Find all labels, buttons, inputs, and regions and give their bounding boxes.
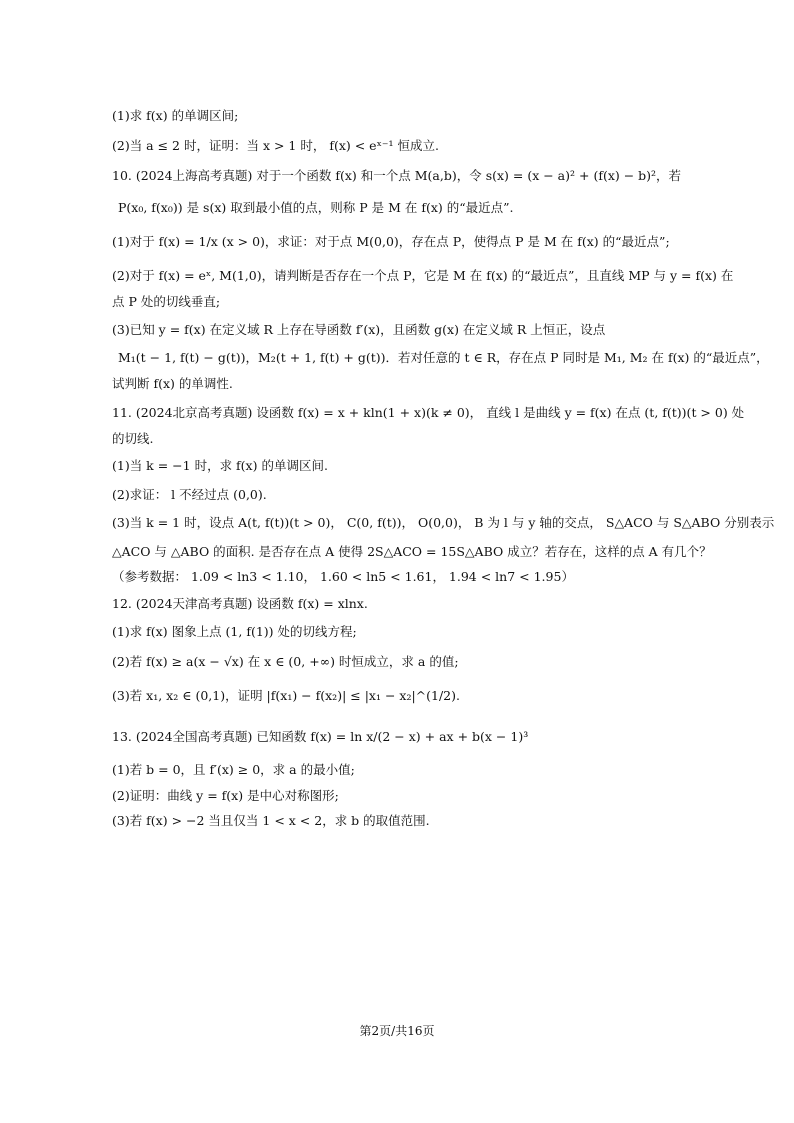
page-number-footer: 第2页/共16页 bbox=[359, 1024, 435, 1038]
text-line: (1)若 b = 0，且 f′(x) ≥ 0，求 a 的最小值; bbox=[112, 762, 355, 777]
question-12-header: 12. (2024天津高考真题) 设函数 f(x) = xlnx. bbox=[112, 596, 368, 611]
text-line: (1)求 f(x) 图象上点 (1, f(1)) 处的切线方程; bbox=[112, 624, 357, 639]
text-line: P(x₀, f(x₀)) 是 s(x) 取到最小值的点，则称 P 是 M 在 f(x) 的“最近点”. bbox=[118, 200, 514, 215]
text-line: 点 P 处的切线垂直; bbox=[112, 294, 221, 309]
text-line: (3)当 k = 1 时，设点 A(t, f(t))(t > 0)， C(0, f(t))， O(0,0)， B 为 l 与 y 轴的交点， S△ACO 与 S△ABO 分别表示 bbox=[112, 515, 775, 530]
text-line: (1)当 k = −1 时，求 f(x) 的单调区间. bbox=[112, 458, 328, 473]
text-line: 的切线. bbox=[112, 431, 154, 446]
question-10-header: 10. (2024上海高考真题) 对于一个函数 f(x) 和一个点 M(a,b)，令 s(x) = (x − a)² + (f(x) − b)²，若 bbox=[112, 168, 682, 183]
question-13-header: 13. (2024全国高考真题) 已知函数 f(x) = ln x/(2 − x) + ax + b(x − 1)³ bbox=[112, 729, 529, 744]
text-line: (1)求 f(x) 的单调区间; bbox=[112, 108, 239, 123]
text-line: (2)证明：曲线 y = f(x) 是中心对称图形; bbox=[112, 788, 339, 803]
text-line: (3)若 x₁, x₂ ∈ (0,1)，证明 |f(x₁) − f(x₂)| ≤ |x₁ − x₂|^(1/2). bbox=[112, 688, 460, 703]
text-line: △ACO 与 △ABO 的面积. 是否存在点 A 使得 2S△ACO = 15S△ABO 成立？若存在，这样的点 A 有几个？ bbox=[112, 544, 712, 559]
text-line: (2)求证： l 不经过点 (0,0). bbox=[112, 487, 267, 502]
text-line: (3)若 f(x) > −2 当且仅当 1 < x < 2，求 b 的取值范围. bbox=[112, 813, 430, 828]
text-line: 试判断 f(x) 的单调性. bbox=[112, 376, 233, 391]
text-line: (2)当 a ≤ 2 时，证明：当 x > 1 时， f(x) < eˣ⁻¹ 恒成立. bbox=[112, 138, 439, 153]
text-line: (3)已知 y = f(x) 在定义域 R 上存在导函数 f′(x)，且函数 g(x) 在定义域 R 上恒正，设点 bbox=[112, 322, 606, 337]
question-11-header: 11. (2024北京高考真题) 设函数 f(x) = x + kln(1 + x)(k ≠ 0)， 直线 l 是曲线 y = f(x) 在点 (t, f(t))(t > 0) 处 bbox=[112, 405, 745, 420]
text-line: (2)若 f(x) ≥ a(x − √x) 在 x ∈ (0, +∞) 时恒成立，求 a 的值; bbox=[112, 654, 459, 669]
text-line: M₁(t − 1, f(t) − g(t))，M₂(t + 1, f(t) + g(t))．若对任意的 t ∈ R，存在点 P 同时是 M₁, M₂ 在 f(x) 的“最近点”， bbox=[118, 350, 769, 365]
reference-data: （参考数据： 1.09 < ln3 < 1.10， 1.60 < ln5 < 1.61， 1.94 < ln7 < 1.95） bbox=[112, 569, 574, 584]
text-line: (1)对于 f(x) = 1/x (x > 0)，求证：对于点 M(0,0)，存在点 P，使得点 P 是 M 在 f(x) 的“最近点”; bbox=[112, 234, 670, 249]
text-line: (2)对于 f(x) = eˣ, M(1,0)，请判断是否存在一个点 P，它是 M 在 f(x) 的“最近点”，且直线 MP 与 y = f(x) 在 bbox=[112, 268, 734, 283]
